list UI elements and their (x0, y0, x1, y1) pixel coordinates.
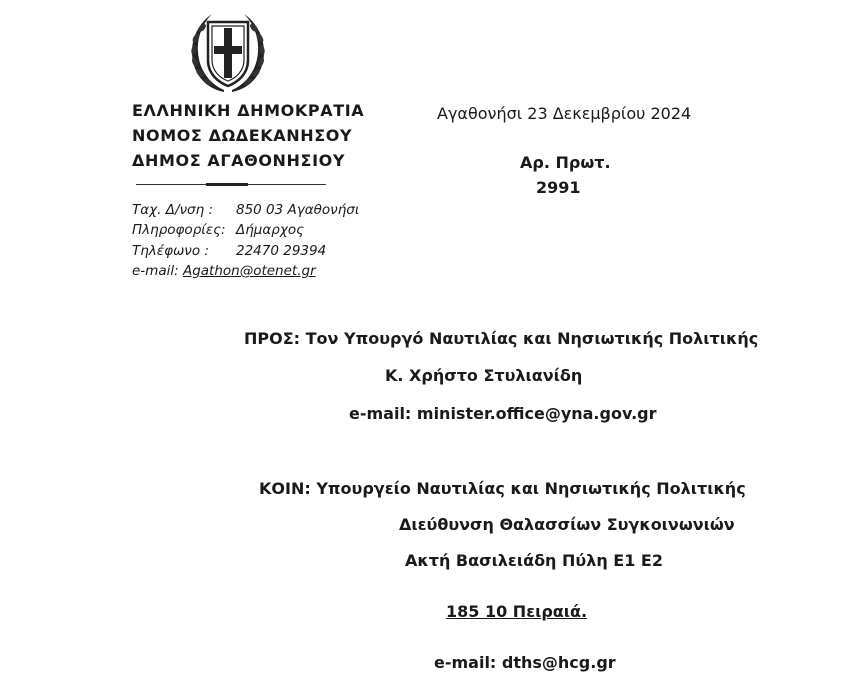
header-line-municipality: ΔΗΜΟΣ ΑΓΑΘΟΝΗΣΙΟΥ (132, 151, 346, 170)
header-line-republic: ΕΛΛΗΝΙΚΗ ΔΗΜΟΚΡΑΤΙΑ (132, 101, 365, 120)
contact-phone-label: Τηλέφωνο : (132, 243, 209, 259)
greek-emblem-icon (186, 8, 270, 96)
contact-phone (132, 243, 326, 259)
recipient-email: e-mail: minister.office@yna.gov.gr (349, 404, 657, 423)
contact-email-link[interactable]: Agathon@otenet.gr (182, 263, 316, 279)
contact-email-label: e-mail: (132, 263, 179, 279)
document-date: Αγαθονήσι 23 Δεκεμβρίου 2024 (437, 104, 692, 123)
protocol-number: 2991 (536, 178, 581, 197)
cc-postcode-city: 185 10 Πειραιά. (446, 602, 588, 621)
contact-address-value: 850 03 Αγαθονήσι (236, 202, 360, 218)
contact-info-label: Πληροφορίες: (132, 222, 226, 238)
contact-phone-value: 22470 29394 (236, 243, 327, 259)
contact-address (132, 202, 359, 218)
header-line-prefecture: ΝΟΜΟΣ ΔΩΔΕΚΑΝΗΣΟΥ (132, 126, 353, 145)
contact-email (132, 263, 316, 279)
contact-address-label: Ταχ. Δ/νση : (132, 202, 213, 218)
recipient-name: Κ. Χρήστο Στυλιανίδη (385, 366, 583, 385)
cc-line: ΚΟΙΝ: Υπουργείο Ναυτιλίας και Νησιωτικής Πολιτικής (259, 479, 746, 498)
contact-info (132, 222, 304, 238)
cc-address: Ακτή Βασιλειάδη Πύλη Ε1 Ε2 (405, 551, 663, 570)
header-divider-accent (206, 183, 248, 186)
cc-directorate: Διεύθυνση Θαλασσίων Συγκοινωνιών (399, 515, 735, 534)
protocol-label: Αρ. Πρωτ. (520, 153, 611, 172)
recipient-line: ΠΡΟΣ: Τον Υπουργό Ναυτιλίας και Νησιωτικής Πολιτικής (244, 329, 759, 348)
cc-email: e-mail: dths@hcg.gr (434, 653, 616, 672)
contact-info-value: Δήμαρχος (236, 222, 305, 238)
